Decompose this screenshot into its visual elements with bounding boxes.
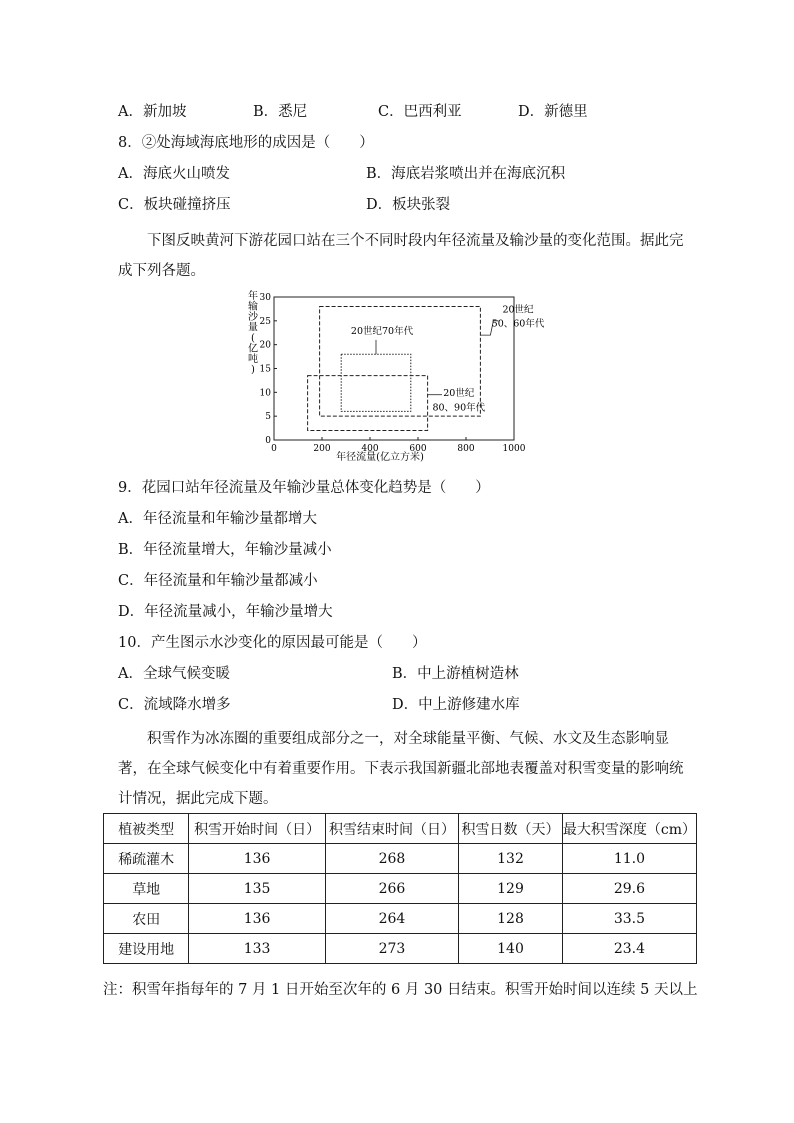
svg-text:年输沙量(亿吨): 年输沙量(亿吨) <box>248 291 258 376</box>
table-cell: 135 <box>189 874 325 904</box>
box-label-1950s-1960s-line1: 20世纪 <box>502 304 534 316</box>
table-cell: 33.5 <box>562 904 696 934</box>
table-header: 植被类型 <box>104 814 189 844</box>
q9-option-c: C．年径流量和年输沙量都减小 <box>118 573 318 589</box>
table-cell: 264 <box>325 904 458 934</box>
table-cell: 草地 <box>104 874 189 904</box>
box-label-1980s-1990s-line1: 20世纪 <box>443 388 475 400</box>
q8-stem: 8．②处海域海底地形的成因是（ ） <box>118 135 374 151</box>
x-tick-label: 600 <box>409 444 427 454</box>
x-tick-label: 400 <box>361 444 379 454</box>
table-cell: 稀疏灌木 <box>104 844 189 874</box>
x-tick-label: 200 <box>313 444 331 454</box>
table-cell: 133 <box>189 934 325 964</box>
q8-option-d: D．板块张裂 <box>366 197 451 213</box>
table-cell: 132 <box>459 844 563 874</box>
table-header: 积雪日数（天） <box>459 814 563 844</box>
table-cell: 273 <box>325 934 458 964</box>
q9-option-a: A．年径流量和年输沙量都增大 <box>118 511 317 527</box>
table-cell: 11.0 <box>562 844 696 874</box>
q9-option-b: B．年径流量增大，年输沙量减小 <box>118 542 332 558</box>
snow-cover-table <box>103 813 697 964</box>
y-tick-label: 0 <box>265 436 271 446</box>
box-1950s-1960s <box>320 307 481 417</box>
q8-option-a: A．海底火山喷发 <box>118 166 230 182</box>
y-tick-label: 5 <box>265 412 271 423</box>
table-row <box>104 844 697 874</box>
box-1970s <box>341 354 411 411</box>
y-axis-label <box>248 289 259 376</box>
table-cell: 140 <box>459 934 563 964</box>
table-cell: 136 <box>189 844 325 874</box>
table-header: 积雪结束时间（日） <box>325 814 458 844</box>
box-label-1950s-1960s-line2: 50、60年代 <box>491 318 545 330</box>
q7-option-d: D．新德里 <box>518 104 588 120</box>
table-cell: 建设用地 <box>104 934 189 964</box>
runoff-sediment-chart <box>245 288 575 468</box>
q9-option-d: D．年径流量减小，年输沙量增大 <box>118 604 333 620</box>
table-cell: 23.4 <box>562 934 696 964</box>
q10-option-d: D．中上游修建水库 <box>392 697 520 713</box>
box-1980s-1990s <box>308 376 428 431</box>
box-label-1970s: 20世纪70年代 <box>350 326 414 338</box>
x-tick-label: 1000 <box>502 444 526 454</box>
table-row <box>104 934 697 964</box>
q10-option-c: C．流域降水增多 <box>118 697 231 713</box>
y-tick-label: 30 <box>259 293 271 303</box>
plot-frame <box>274 297 514 440</box>
q8-option-b: B．海底岩浆喷出并在海底沉积 <box>366 166 566 182</box>
q7-option-b: B．悉尼 <box>253 104 308 120</box>
x-tick-label: 800 <box>457 444 475 454</box>
intro-snow-paragraph: 积雪作为冰冻圈的重要组成部分之一，对全球能量平衡、气候、水文及生态影响显著，在全球气候变化中有着重要作用。下表示我国新疆北部地表覆盖对积雪变量的影响统计情况，据此完成下题。 <box>118 731 684 807</box>
table-cell: 266 <box>325 874 458 904</box>
y-tick-label: 20 <box>259 340 271 351</box>
table-cell: 129 <box>459 874 563 904</box>
q7-option-c: C．巴西利亚 <box>378 104 462 120</box>
table-cell: 136 <box>189 904 325 934</box>
q9-stem: 9．花园口站年径流量及年输沙量总体变化趋势是（ ） <box>118 480 490 496</box>
table-row <box>104 904 697 934</box>
q10-option-b: B．中上游植树造林 <box>392 666 519 682</box>
y-tick-label: 15 <box>259 364 271 375</box>
x-axis-label: 年径流量(亿立方米) <box>336 452 424 463</box>
table-cell: 农田 <box>104 904 189 934</box>
table-note: 注：积雪年指每年的 7 月 1 日开始至次年的 6 月 30 日结束。积雪开始时间以连续 5 天以上 <box>103 982 698 998</box>
table-cell: 128 <box>459 904 563 934</box>
table-header-row <box>104 814 697 844</box>
table-header: 积雪开始时间（日） <box>189 814 325 844</box>
table-row <box>104 874 697 904</box>
table-header: 最大积雪深度（cm） <box>562 814 696 844</box>
q10-stem: 10．产生图示水沙变化的原因最可能是（ ） <box>118 635 427 651</box>
table-cell: 29.6 <box>562 874 696 904</box>
x-tick-label: 0 <box>271 444 277 454</box>
intro-river-paragraph: 下图反映黄河下游花园口站在三个不同时段内年径流量及输沙量的变化范围。据此完成下列各题。 <box>118 233 684 279</box>
y-tick-label: 25 <box>259 316 271 327</box>
y-tick-label: 10 <box>259 388 271 399</box>
q8-option-c: C．板块碰撞挤压 <box>118 197 231 213</box>
q10-option-a: A．全球气候变暖 <box>118 666 230 682</box>
q7-option-a: A．新加坡 <box>118 104 187 120</box>
table-cell: 268 <box>325 844 458 874</box>
box-label-1980s-1990s-line2: 80、90年代 <box>432 402 486 414</box>
